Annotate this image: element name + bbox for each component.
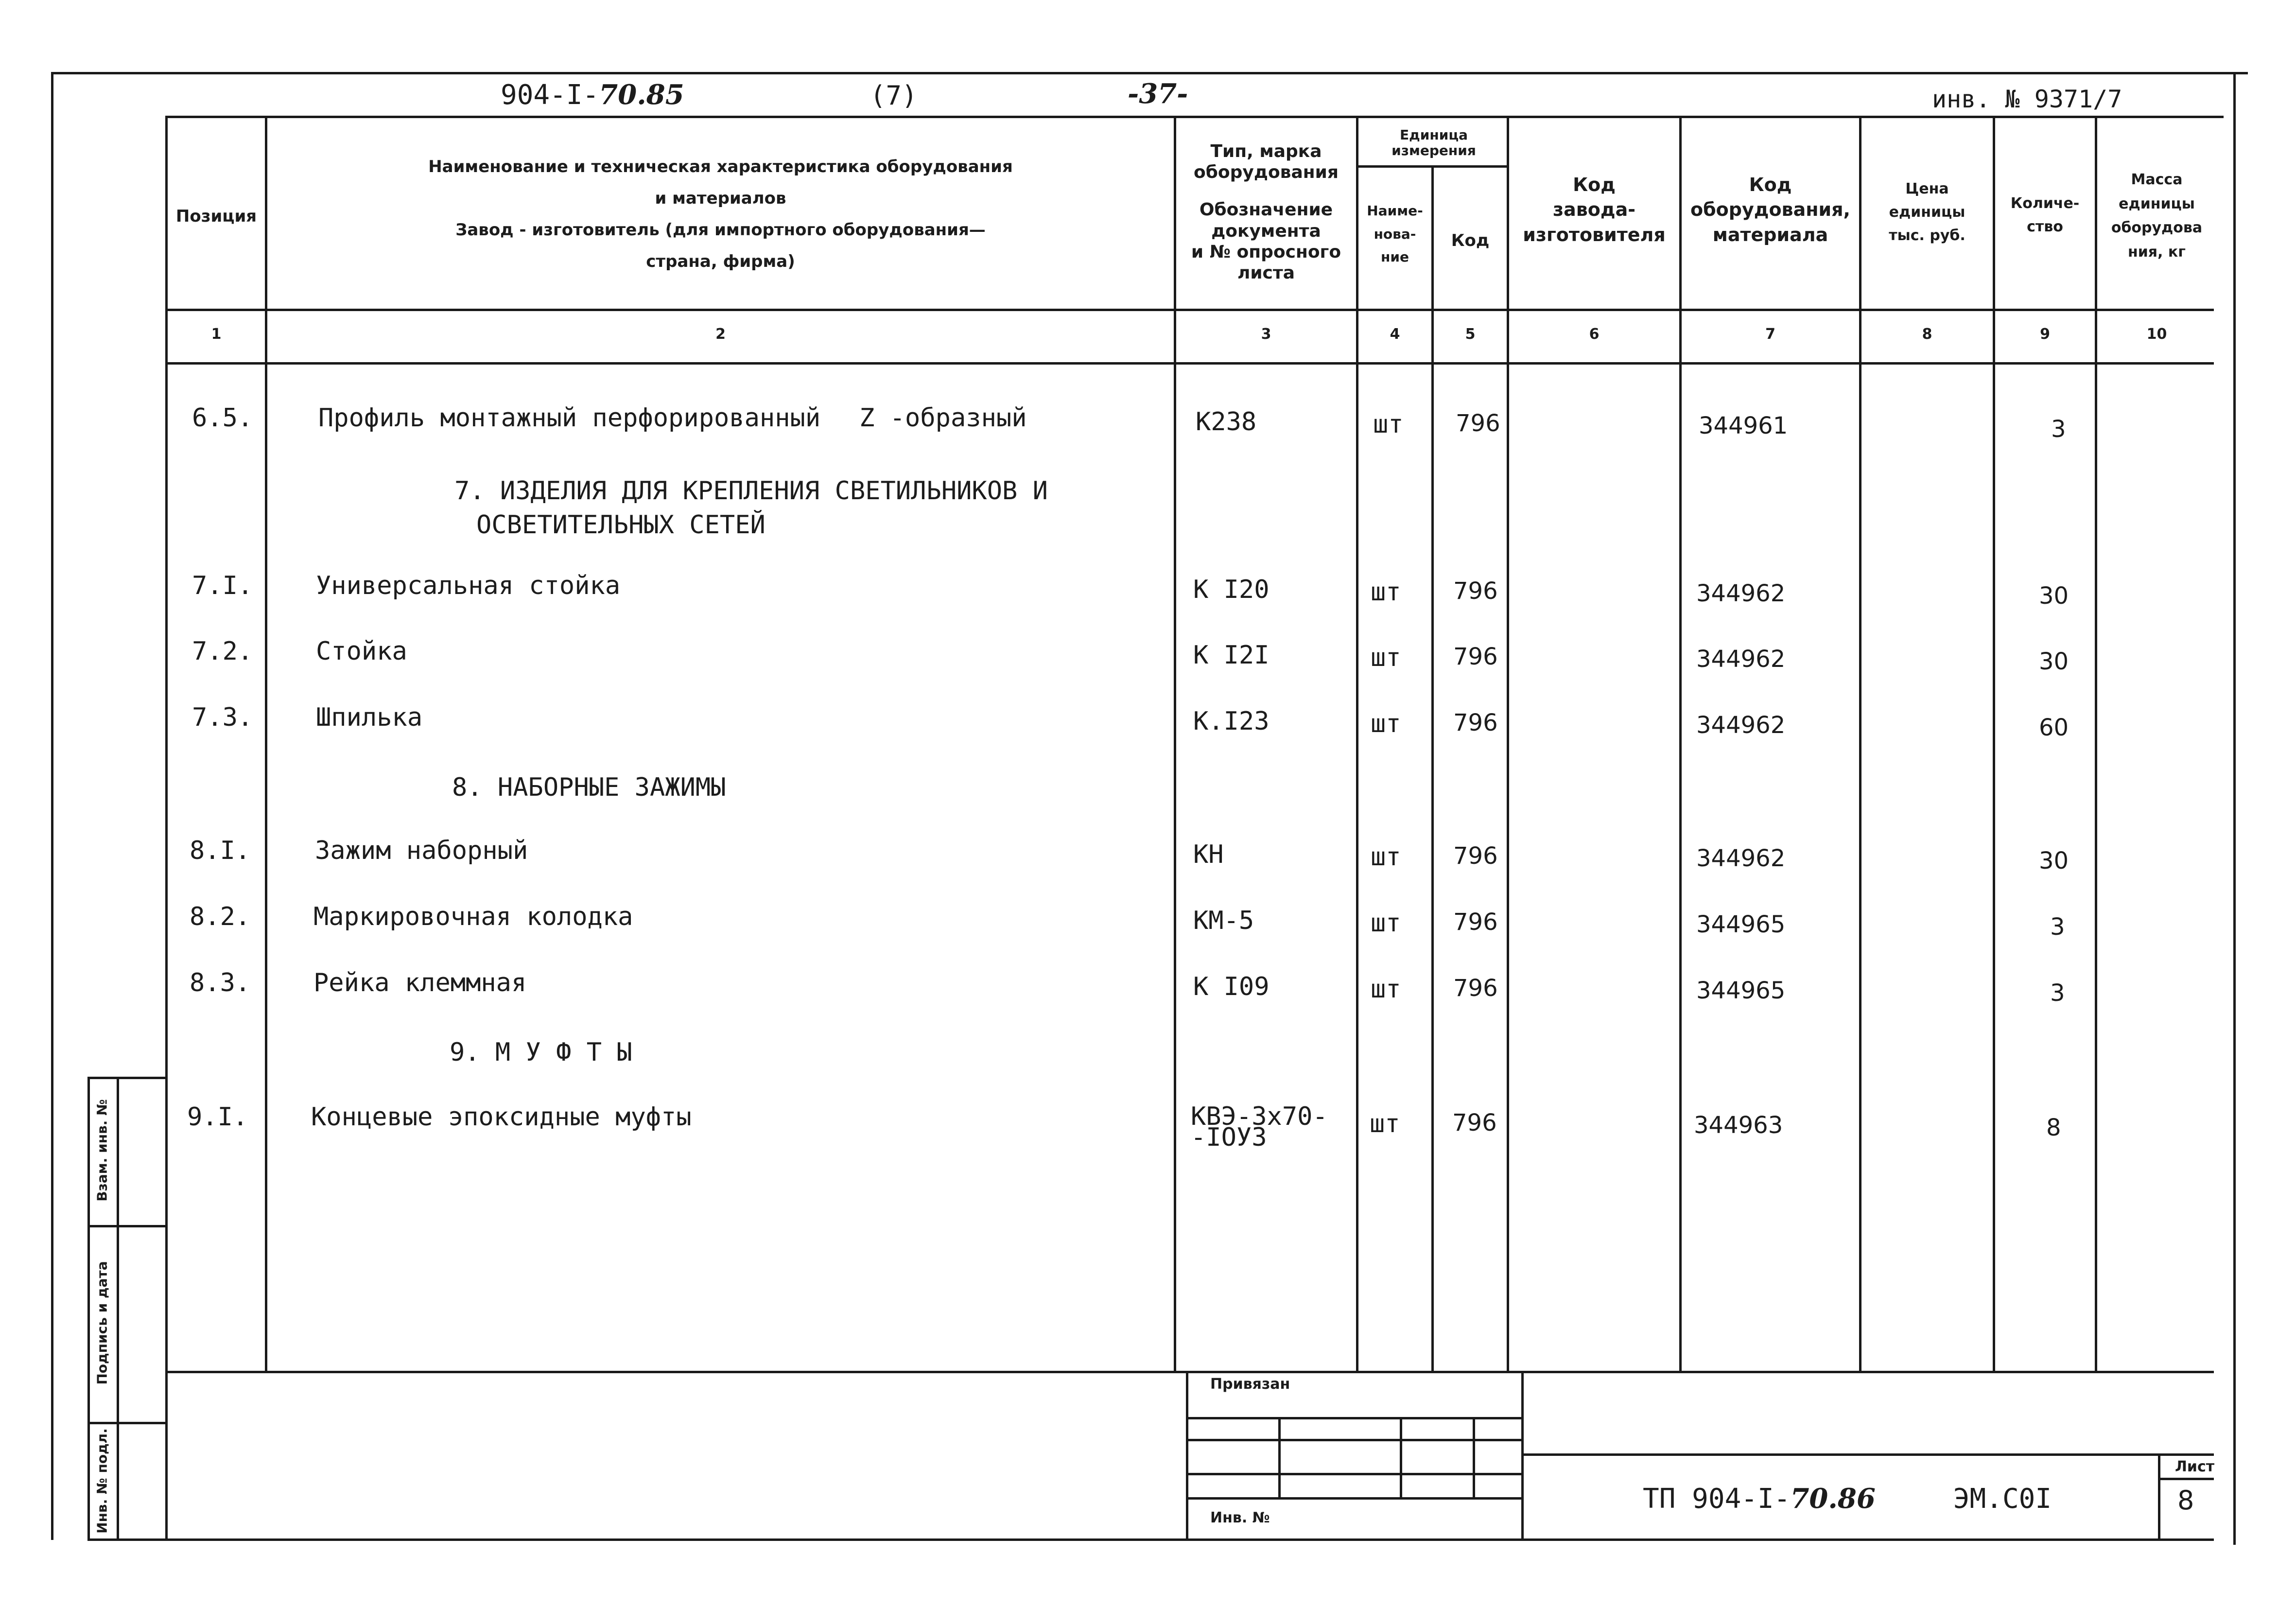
- colnum-9: 9: [2040, 326, 2050, 343]
- header-factory-code-line2: завода-: [1553, 199, 1635, 221]
- row-6-5-qty: 3: [2051, 416, 2066, 443]
- colnum-5: 5: [1465, 326, 1476, 343]
- row-9-1-type-line1: КВЭ-3х70-: [1191, 1102, 1328, 1131]
- header-material-code-line3: материала: [1712, 224, 1828, 245]
- col-sep-7: [1859, 116, 1861, 1371]
- stamp-sheet-number: 8: [2177, 1485, 2194, 1516]
- row-7-2-unit: шт: [1371, 643, 1401, 672]
- colnum-1: 1: [211, 326, 222, 343]
- row-8-3-pos: 8.3.: [190, 968, 251, 997]
- doc-code-top: [501, 79, 684, 111]
- col-sep-4: [1431, 165, 1434, 1371]
- row-8-1-unit: шт: [1371, 842, 1401, 872]
- row-7-1-material-code: 344962: [1696, 580, 1786, 607]
- row-7-3-unit: шт: [1371, 709, 1401, 738]
- header-mass-line3: оборудова: [2111, 219, 2203, 236]
- header-material-code-line2: оборудования,: [1690, 199, 1850, 221]
- row-7-1-unit-code: 796: [1453, 577, 1498, 605]
- colnum-10: 10: [2146, 326, 2167, 343]
- row-8-2-type: КМ-5: [1193, 906, 1254, 935]
- stamp-line-1: [1188, 1417, 1521, 1419]
- side-block-left-line: [87, 1077, 90, 1541]
- side-label-inv-podl: Инв. № подл.: [94, 1428, 110, 1534]
- colnum-8: 8: [1922, 326, 1932, 343]
- row-7-3-pos: 7.3.: [192, 703, 253, 732]
- row-8-2-name: Маркировочная колодка: [313, 902, 633, 931]
- row-8-2-pos: 8.2.: [190, 902, 251, 931]
- row-9-1-material-code: 344963: [1694, 1112, 1783, 1139]
- header-unit-name: [1358, 199, 1431, 269]
- row-8-1-name: Зажим наборный: [315, 836, 528, 865]
- stamp-sheet-label: Лист: [2175, 1458, 2215, 1475]
- colnum-4: 4: [1390, 326, 1400, 343]
- row-9-1-unit: шт: [1370, 1109, 1400, 1138]
- header-type-line6: листа: [1237, 262, 1295, 283]
- col-sep-8: [1993, 116, 1995, 1371]
- row-6-5-name-suffix: Z -образный: [859, 403, 1027, 433]
- side-block-right-line: [117, 1077, 119, 1541]
- side-block-line-1: [87, 1225, 165, 1227]
- header-material-code-line1: Код: [1749, 174, 1792, 195]
- frame-bottom-line: [87, 1538, 2214, 1541]
- header-unit-group-line1: Единица: [1400, 127, 1468, 143]
- row-9-1-pos: 9.I.: [187, 1102, 248, 1132]
- col-sep-5: [1507, 116, 1509, 1371]
- header-price-line3: тыс. руб.: [1889, 227, 1966, 244]
- row-8-3-unit-code: 796: [1453, 975, 1498, 1002]
- row-9-1-type: [1191, 1102, 1328, 1152]
- row-6-5-type: К238: [1196, 407, 1257, 437]
- row-8-3-material-code: 344965: [1696, 977, 1786, 1004]
- stamp-line-2: [1188, 1439, 1521, 1441]
- row-7-2-pos: 7.2.: [192, 637, 253, 666]
- row-7-2-unit-code: 796: [1453, 643, 1498, 670]
- row-6-5-unit-code: 796: [1456, 410, 1500, 437]
- row-7-3-qty: 60: [2039, 714, 2069, 741]
- col-sep-9: [2095, 116, 2097, 1371]
- colnum-bottom-line: [165, 362, 2214, 365]
- body-bottom-line: [165, 1371, 2214, 1373]
- section-7-line1: 7. ИЗДЕЛИЯ ДЛЯ КРЕПЛЕНИЯ СВЕТИЛЬНИКОВ И: [454, 476, 1048, 506]
- header-type: [1176, 141, 1356, 283]
- header-unit-group-line2: измерения: [1392, 142, 1476, 159]
- stamp-doc-prefix: ТП 904-I-: [1643, 1483, 1791, 1515]
- header-mass-line2: единицы: [2119, 195, 2195, 212]
- row-6-5-pos: 6.5.: [192, 403, 253, 433]
- header-type-line1: Тип, марка: [1210, 141, 1322, 161]
- section-7-line2: ОСВЕТИТЕЛЬНЫХ СЕТЕЙ: [476, 510, 765, 540]
- stamp-line-4: [1188, 1497, 1521, 1500]
- col-sep-6: [1679, 116, 1682, 1371]
- col-sep-3: [1356, 116, 1358, 1371]
- header-type-line4: документа: [1211, 221, 1321, 241]
- side-label-podpis-data: Подпись и дата: [94, 1261, 110, 1385]
- row-7-1-type: К I20: [1193, 575, 1270, 604]
- row-7-2-qty: 30: [2039, 648, 2069, 675]
- stamp-privyazan: Привязан: [1210, 1376, 1290, 1393]
- frame-left-line: [51, 72, 53, 1540]
- side-label-vzam-inv: Взам. инв. №: [94, 1099, 110, 1202]
- row-8-2-material-code: 344965: [1696, 911, 1786, 938]
- header-price-line1: Цена: [1905, 180, 1949, 197]
- doc-code-prefix: 904-I-: [501, 79, 599, 111]
- row-8-3-unit: шт: [1371, 975, 1401, 1004]
- row-6-5-unit: шт: [1373, 410, 1404, 439]
- table-top-line: [165, 116, 2224, 118]
- header-bottom-line: [165, 309, 2214, 311]
- header-position: Позиция: [175, 207, 257, 226]
- doc-code-handwritten: 70.85: [599, 79, 684, 111]
- row-6-5-name-text: Профиль монтажный перфорированный: [318, 403, 821, 433]
- row-9-1-type-line2: -IОУ3: [1191, 1122, 1267, 1152]
- row-9-1-name: Концевые эпоксидные муфты: [311, 1102, 692, 1132]
- header-name-line3: Завод - изготовитель (для импортного оборудования—: [455, 220, 986, 240]
- row-7-2-type: К I2I: [1193, 641, 1270, 670]
- colnum-7: 7: [1765, 326, 1775, 343]
- header-price: [1861, 177, 1993, 247]
- unit-group-line: [1356, 165, 1509, 168]
- stamp-left-line: [1186, 1371, 1188, 1538]
- row-6-5-name: [318, 403, 1027, 433]
- col-sep-1: [265, 116, 267, 1371]
- row-7-3-material-code: 344962: [1696, 712, 1786, 739]
- row-7-2-material-code: 344962: [1696, 646, 1786, 673]
- header-factory-code: [1509, 173, 1679, 247]
- row-7-1-name: Универсальная стойка: [316, 571, 621, 600]
- header-quantity-line1: Количе-: [2010, 195, 2080, 212]
- row-9-1-unit-code: 796: [1452, 1109, 1497, 1136]
- col-sep-2: [1174, 116, 1176, 1371]
- row-8-3-qty: 3: [2050, 979, 2065, 1007]
- header-unit-name-line1: Наиме-: [1367, 203, 1423, 219]
- row-7-1-unit: шт: [1371, 577, 1401, 607]
- header-material-code: [1682, 173, 1859, 247]
- row-8-3-name: Рейка клеммная: [313, 968, 527, 997]
- section-8-title: 8. НАБОРНЫЕ ЗАЖИМЫ: [452, 773, 726, 802]
- sheet-paren: (7): [870, 80, 918, 111]
- header-price-line2: единицы: [1889, 204, 1966, 221]
- stamp-cell-3: [1473, 1417, 1475, 1497]
- header-name-line1: Наименование и техническая характеристика оборудования: [428, 157, 1013, 176]
- colnum-2: 2: [715, 326, 726, 343]
- header-mass-line1: Масса: [2131, 171, 2183, 188]
- inventory-number: инв. № 9371/7: [1932, 85, 2122, 113]
- header-name-line4: страна, фирма): [646, 252, 795, 271]
- header-factory-code-line3: изготовителя: [1523, 224, 1666, 245]
- frame-right-line: [2233, 72, 2236, 1545]
- header-type-line2: оборудования: [1194, 162, 1339, 183]
- stamp-cell-1: [1278, 1417, 1281, 1497]
- stamp-doc-handwritten: 70.86: [1790, 1483, 1876, 1515]
- stamp-sheet-label-line: [2160, 1478, 2214, 1480]
- row-7-1-pos: 7.I.: [192, 571, 253, 600]
- stamp-sheet-line: [2158, 1453, 2160, 1538]
- row-8-1-pos: 8.I.: [190, 836, 251, 865]
- row-9-1-qty: 8: [2046, 1114, 2061, 1141]
- section-9-title: 9. М У Ф Т Ы: [450, 1038, 632, 1067]
- header-mass: [2097, 168, 2216, 264]
- header-unit-group: [1358, 127, 1509, 158]
- row-7-3-type: К.I23: [1193, 707, 1270, 736]
- row-7-1-qty: 30: [2039, 582, 2069, 610]
- stamp-doc-line: [1524, 1453, 2214, 1456]
- header-quantity: [1995, 192, 2095, 239]
- header-quantity-line2: ство: [2027, 218, 2063, 235]
- stamp-line-3: [1188, 1473, 1521, 1475]
- row-8-1-material-code: 344962: [1696, 845, 1786, 872]
- colnum-6: 6: [1589, 326, 1600, 343]
- row-8-2-unit-code: 796: [1453, 909, 1498, 936]
- header-name-line2: и материалов: [655, 189, 786, 208]
- stamp-doc-code: [1643, 1483, 2052, 1515]
- row-8-1-unit-code: 796: [1453, 842, 1498, 870]
- stamp-cell-2: [1400, 1417, 1402, 1497]
- row-7-3-unit-code: 796: [1453, 709, 1498, 736]
- header-type-line3: Обозначение: [1199, 200, 1333, 220]
- row-7-3-name: Шпилька: [316, 703, 423, 732]
- header-unit-code: Код: [1451, 231, 1490, 250]
- row-8-1-qty: 30: [2039, 847, 2069, 874]
- header-unit-name-line3: ние: [1381, 249, 1409, 265]
- row-8-3-type: К I09: [1193, 972, 1270, 1001]
- header-name: [267, 155, 1174, 274]
- colnum-3: 3: [1261, 326, 1271, 343]
- header-unit-name-line2: нова-: [1374, 226, 1416, 242]
- row-7-2-name: Стойка: [316, 637, 407, 666]
- row-8-1-type: КН: [1193, 840, 1224, 869]
- row-8-2-unit: шт: [1371, 909, 1401, 938]
- stamp-doc-suffix: ЭМ.С0I: [1953, 1483, 2052, 1515]
- header-factory-code-line1: Код: [1573, 174, 1616, 195]
- stamp-inv-no: Инв. №: [1210, 1509, 1270, 1526]
- header-type-line5: и № опросного: [1191, 242, 1341, 262]
- row-6-5-material-code: 344961: [1699, 412, 1788, 439]
- frame-top-line: [51, 72, 2248, 74]
- header-mass-line4: ния, кг: [2128, 243, 2186, 261]
- page-number: -37-: [1128, 78, 1188, 110]
- section-7-title: [454, 474, 1048, 542]
- row-8-2-qty: 3: [2050, 913, 2065, 941]
